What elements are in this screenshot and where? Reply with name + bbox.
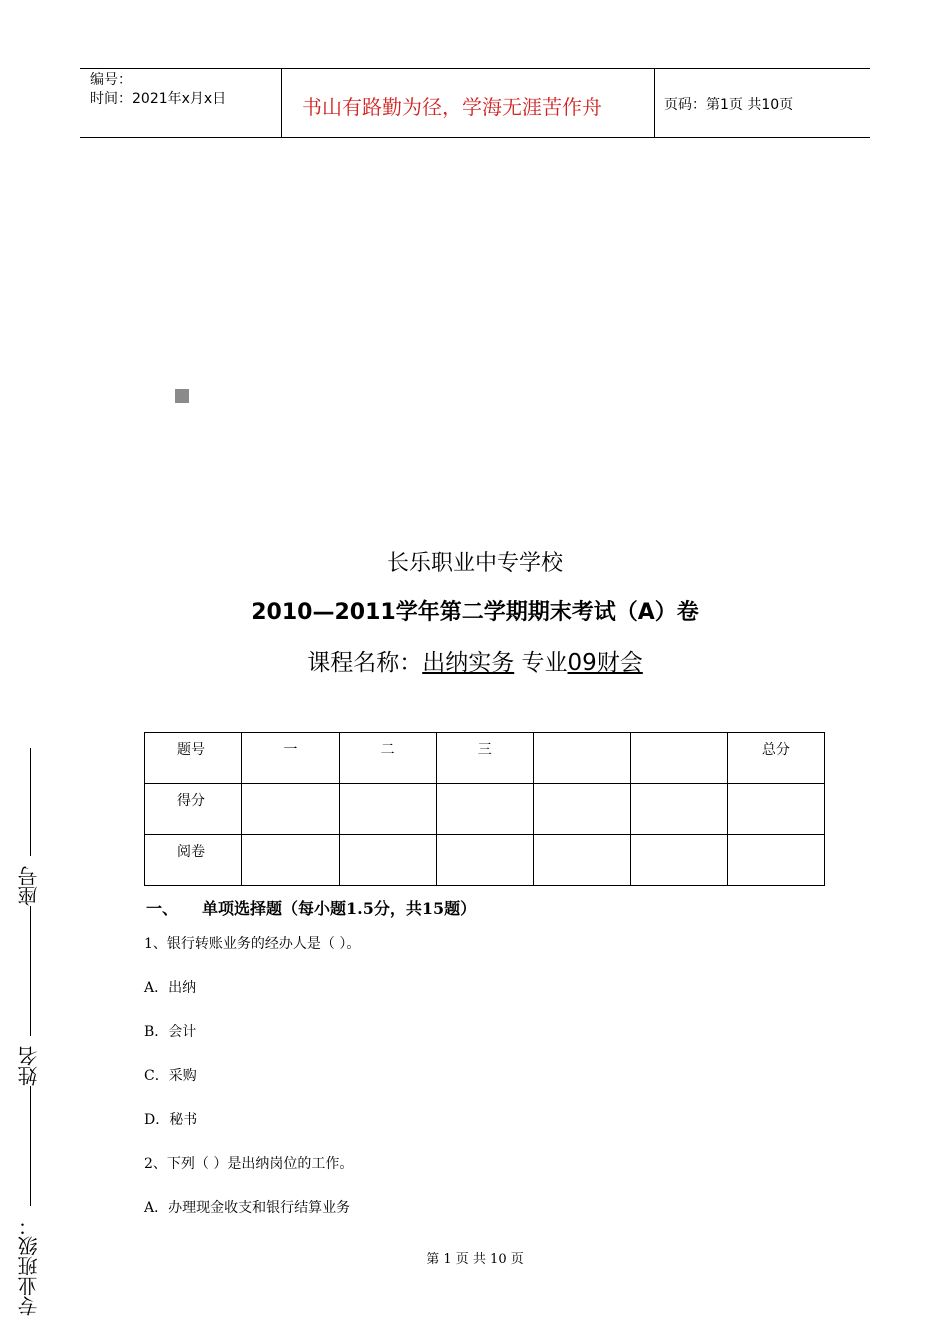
score-cell[interactable] [727,784,824,835]
grader-cell[interactable] [630,835,727,886]
class-label: 专业班级： [17,1216,41,1316]
section-heading [146,896,476,919]
grader-cell[interactable] [436,835,533,886]
header-number-label: 编号： [90,72,132,88]
seat-label: 座号 [17,866,41,906]
score-header-cell: 二 [339,733,436,784]
section-number: 一、 [146,899,179,918]
grader-row-label: 阅卷 [145,835,242,886]
header-motto-cell [281,69,655,137]
header-time-label: 时间：2021年x月x日 [90,91,227,107]
page-footer: 第 1 页 共 10 页 [426,1252,524,1267]
course-line [0,644,950,677]
grader-cell[interactable] [339,835,436,886]
score-header-cell: 一 [242,733,339,784]
score-cell[interactable] [242,784,339,835]
answer-option: A．办理现金收支和银行结算业务 [144,1200,351,1216]
grader-cell[interactable] [727,835,824,886]
question-text: 2、下列（ ）是出纳岗位的工作。 [144,1156,354,1172]
score-cell[interactable] [436,784,533,835]
score-table [144,732,825,886]
score-cell[interactable] [339,784,436,835]
grader-row [145,835,825,886]
score-row [145,784,825,835]
answer-option: C．采购 [144,1068,197,1084]
score-cell[interactable] [533,784,630,835]
exam-title: 2010—2011学年第二学期期末考试（A）卷 [251,600,699,625]
header-motto: 书山有路勤为径，学海无涯苦作舟 [302,95,602,119]
score-cell[interactable] [630,784,727,835]
name-line [30,906,31,1036]
school-title: 长乐职业中专学校 [386,551,563,576]
name-label: 姓名 [17,1046,41,1086]
question-text: 1、银行转账业务的经办人是（ ）。 [144,936,361,952]
answer-option: D．秘书 [144,1112,198,1128]
score-table-header-row [145,733,825,784]
major-name: 09财会 [567,650,643,676]
answer-option: A．出纳 [144,980,197,996]
square-marker-icon [175,389,189,403]
score-row-label: 得分 [145,784,242,835]
course-name: 出纳实务 [422,650,515,676]
course-prefix: 课程名称： [307,650,423,676]
page-header [80,68,870,138]
header-page-info: 页码：第1页 共10页 [664,97,794,113]
score-header-cell [533,733,630,784]
answer-option: B．会计 [144,1024,197,1040]
grader-cell[interactable] [533,835,630,886]
score-header-cell: 总分 [727,733,824,784]
header-meta [90,71,226,109]
class-line [30,1086,31,1206]
score-header-cell: 题号 [145,733,242,784]
grader-cell[interactable] [242,835,339,886]
section-title: 单项选择题（每小题1.5分，共15题） [202,899,477,918]
major-prefix: 专业 [514,650,568,676]
seat-line [30,748,31,856]
score-header-cell [630,733,727,784]
score-header-cell: 三 [436,733,533,784]
